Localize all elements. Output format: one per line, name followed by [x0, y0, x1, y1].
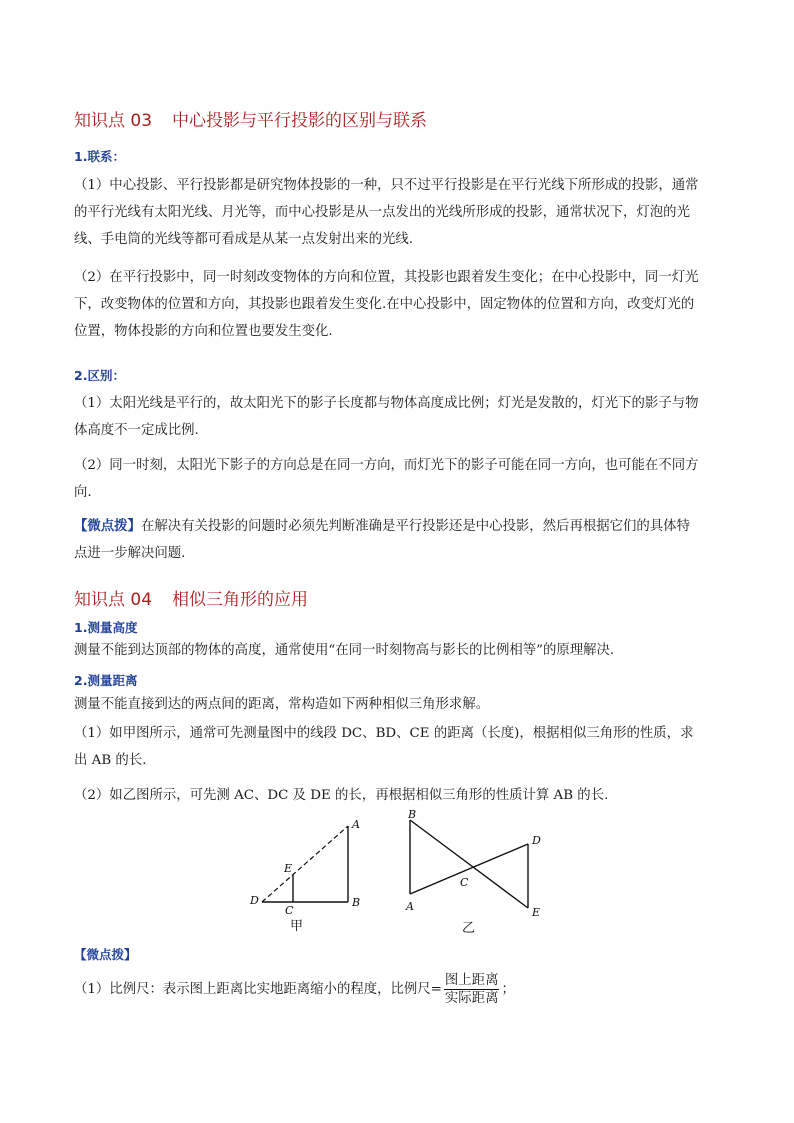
- figure-caption-jia: 甲: [290, 919, 304, 934]
- paragraph-lianxi-2: [74, 264, 720, 345]
- point-label-d: D: [532, 834, 541, 847]
- paragraph-distance-2: （2）如乙图所示，可先测 AC、DC 及 DE 的长，再根据相似三角形的性质计算 AB 的长.: [74, 788, 609, 803]
- segment-ad: [410, 844, 528, 894]
- text-line: 的平行光线有太阳光线、月光等，而中心投影是从一点发出的光线所形成的投影，通常状况下，灯泡的光: [74, 205, 690, 220]
- point-label-d: D: [250, 894, 259, 907]
- point-label-a: A: [406, 900, 414, 913]
- point-label-e: E: [284, 862, 293, 875]
- point-label-c: C: [285, 904, 294, 917]
- text-line: 线、手电筒的光线等都可看成是从某一点发射出来的光线.: [74, 232, 414, 247]
- point-label-b: B: [408, 808, 417, 821]
- segment-da-dashed: [262, 826, 348, 902]
- section-heading-04: [74, 585, 308, 610]
- point-label-c: C: [460, 876, 469, 889]
- text-line: （1）中心投影、平行投影都是研究物体投影的一种，只不过平行投影是在平行光线下所形成的投影，通常: [74, 178, 699, 193]
- subheading-qubie: 2.区别：: [74, 368, 125, 383]
- ratio-text: （1）比例尺：表示图上距离比实地距离缩小的程度，比例尺=: [74, 982, 442, 997]
- point-label-b: B: [352, 896, 361, 909]
- similar-triangles-figure: [240, 806, 560, 936]
- section-title: 中心投影与平行投影的区别与联系: [172, 111, 428, 131]
- text-line: 出 AB 的长.: [74, 753, 147, 768]
- paragraph-lianxi-1: [74, 172, 720, 253]
- tip-label-04: 【微点拨】: [74, 947, 137, 962]
- point-label-a: A: [352, 818, 360, 831]
- text-line: 下，改变物体的位置和方向，其投影也跟着发生变化.在中心投影中，固定物体的位置和方向，改变灯光的: [74, 297, 695, 312]
- section-title: 相似三角形的应用: [172, 590, 309, 610]
- subheading-lianxi: 1.联系：: [74, 149, 125, 164]
- text-line: 体高度不一定成比例.: [74, 423, 199, 438]
- tip-paragraph-03: [74, 513, 720, 567]
- figure-yi: [405, 808, 541, 936]
- paragraph-qubie-1: [74, 390, 720, 444]
- text-line: （1）如甲图所示，通常可先测量图中的线段 DC、BD、CE 的距离（长度)，根据相似三角形的性质，求: [74, 726, 694, 741]
- fraction-numerator: 图上距离: [444, 973, 499, 988]
- paragraph-ratio: [74, 972, 720, 1007]
- paragraph-distance: 测量不能直接到达的两点间的距离，常构造如下两种相似三角形求解。: [74, 697, 490, 712]
- text-line: （1）太阳光线是平行的，故太阳光下的影子长度都与物体高度成比例；灯光是发散的，灯光下的影子与物: [74, 396, 699, 411]
- tip-label: 【微点拨】: [74, 518, 141, 534]
- point-label-e: E: [532, 906, 541, 919]
- text-line: 在解决有关投影的问题时必须先判断准确是平行投影还是中心投影，然后再根据它们的具体特: [140, 519, 690, 534]
- text-line: （2）在平行投影中，同一时刻改变物体的方向和位置，其投影也跟着发生变化；在中心投影中，同一灯光: [74, 270, 699, 285]
- text-line: 点进一步解决问题.: [74, 546, 186, 561]
- figure-caption-yi: 乙: [462, 921, 476, 936]
- ratio-end: ；: [501, 982, 515, 997]
- section-heading-03: [74, 106, 427, 131]
- section-number: 知识点 04: [74, 590, 153, 610]
- section-number: 知识点 03: [74, 111, 153, 131]
- text-line: （2）同一时刻，太阳光下影子的方向总是在同一方向，而灯光下的影子可能在同一方向，也可能在不同方: [74, 458, 699, 473]
- paragraph-distance-1: [74, 720, 720, 774]
- text-line: 向.: [74, 485, 92, 500]
- fraction-denominator: 实际距离: [444, 991, 499, 1006]
- paragraph-height: 测量不能到达顶部的物体的高度，通常使用“在同一时刻物高与影长的比例相等”的原理解决.: [74, 643, 615, 658]
- subheading-distance: 2.测量距离: [74, 673, 138, 688]
- subheading-height: 1.测量高度: [74, 620, 138, 635]
- text-line: 位置，物体投影的方向和位置也要发生变化.: [74, 324, 333, 339]
- figure-jia: [249, 818, 360, 934]
- ratio-fraction: [444, 972, 500, 1007]
- segment-be: [410, 820, 528, 908]
- paragraph-qubie-2: [74, 452, 720, 506]
